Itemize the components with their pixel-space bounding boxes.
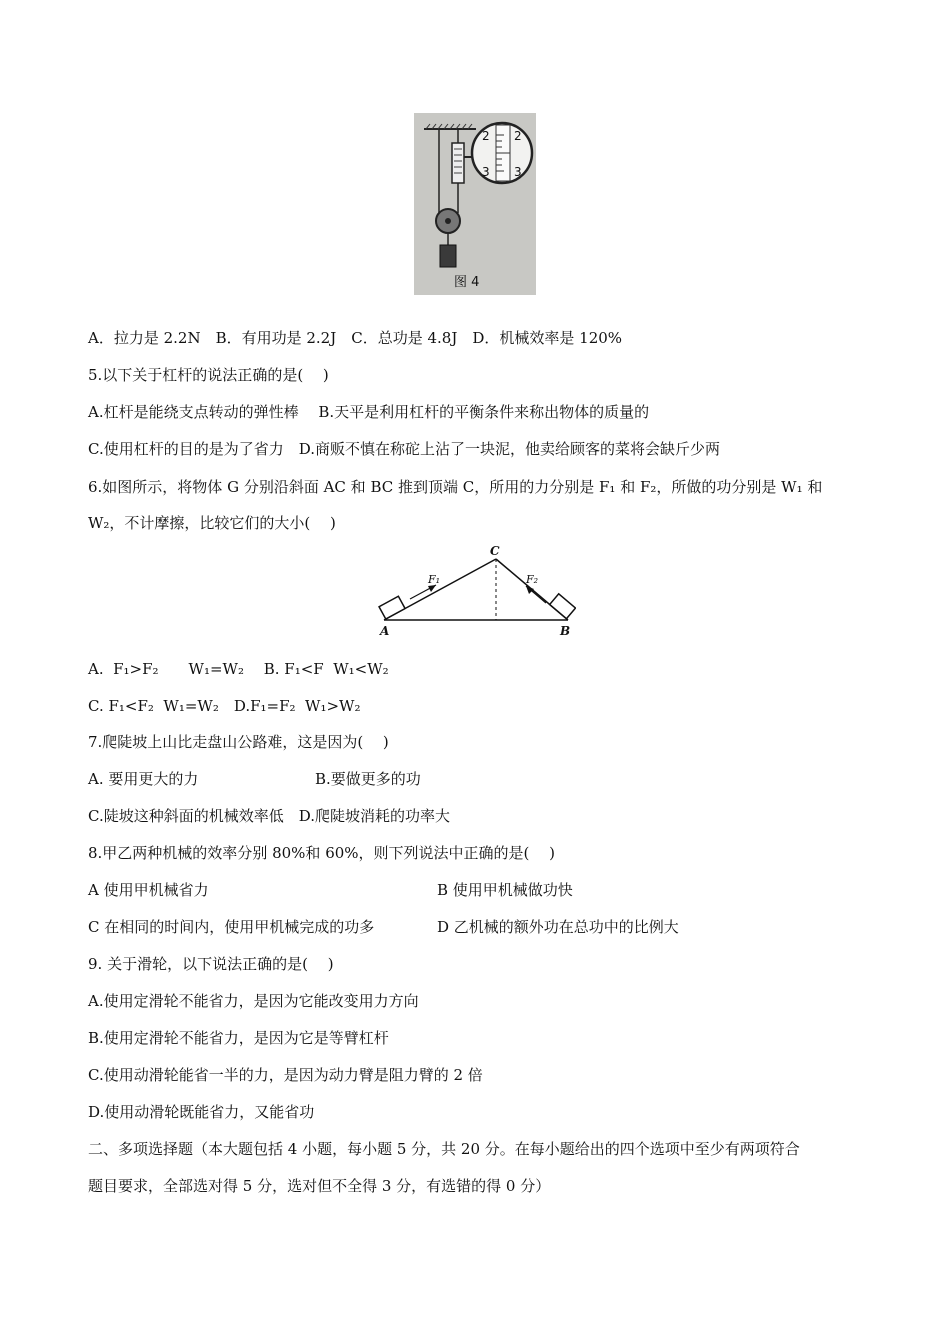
incline-diagram xyxy=(376,543,576,643)
svg-text:3: 3 xyxy=(514,165,522,179)
svg-text:F₂: F₂ xyxy=(526,573,539,586)
q6-stem-line1: 6.如图所示，将物体 G 分别沿斜面 AC 和 BC 推到顶端 C，所用的力分别是 F₁ 和 F₂，所做的功分别是 W₁ 和 xyxy=(88,478,823,496)
q8-option-d: D 乙机械的额外功在总功中的比例大 xyxy=(437,918,679,936)
q7-option-b: B.要做更多的功 xyxy=(315,770,421,788)
svg-text:2: 2 xyxy=(482,129,490,143)
pulley-illustration xyxy=(414,113,536,295)
svg-text:2: 2 xyxy=(514,129,522,143)
q9-option-a: A.使用定滑轮不能省力，是因为它能改变用力方向 xyxy=(88,992,419,1010)
q7-stem: 7.爬陡坡上山比走盘山公路难，这是因为( ) xyxy=(88,733,389,751)
q6-options-ab: A. F₁>F₂ W₁=W₂ B. F₁<F W₁<W₂ xyxy=(88,660,389,678)
figure-4-caption: 图 4 xyxy=(454,275,480,290)
q8-option-b: B 使用甲机械做功快 xyxy=(437,881,573,899)
q6-stem-line2: W₂，不计摩擦，比较它们的大小( ) xyxy=(88,514,336,532)
q5-stem: 5.以下关于杠杆的说法正确的是( ) xyxy=(88,366,329,384)
q8-option-c: C 在相同的时间内，使用甲机械完成的功多 xyxy=(88,918,375,936)
figure-4-pulley-photo xyxy=(414,113,536,295)
svg-text:3: 3 xyxy=(482,165,490,179)
q9-option-c: C.使用动滑轮能省一半的力，是因为动力臂是阻力臂的 2 倍 xyxy=(88,1066,483,1084)
section-2-heading-line2: 题目要求，全部选对得 5 分，选对但不全得 3 分，有选错的得 0 分） xyxy=(88,1177,551,1195)
q8-option-a: A 使用甲机械省力 xyxy=(88,881,209,899)
svg-text:A: A xyxy=(380,624,390,638)
svg-text:B: B xyxy=(560,624,571,638)
svg-text:C: C xyxy=(490,544,500,558)
figure-6-inclines xyxy=(376,543,576,643)
q9-option-b: B.使用定滑轮不能省力，是因为它是等臂杠杆 xyxy=(88,1029,389,1047)
q8-stem: 8.甲乙两种机械的效率分别 80%和 60%，则下列说法中正确的是( ) xyxy=(88,844,556,862)
q6-options-cd: C. F₁<F₂ W₁=W₂ D.F₁=F₂ W₁>W₂ xyxy=(88,697,361,715)
q7-option-a: A. 要用更大的力 xyxy=(88,770,199,788)
section-2-heading-line1: 二、多项选择题（本大题包括 4 小题，每小题 5 分，共 20 分。在每小题给出的四个选项中至少有两项符合 xyxy=(88,1140,800,1158)
q5-options-ab: A.杠杆是能绕支点转动的弹性棒 B.天平是利用杠杆的平衡条件来称出物体的质量的 xyxy=(88,403,650,421)
q7-options-cd: C.陡坡这种斜面的机械效率低 D.爬陡坡消耗的功率大 xyxy=(88,807,450,825)
q4-options: A．拉力是 2.2N B．有用功是 2.2J C．总功是 4.8J D．机械效率是 120% xyxy=(88,329,623,347)
q9-stem: 9. 关于滑轮，以下说法正确的是( ) xyxy=(88,955,334,973)
q9-option-d: D.使用动滑轮既能省力，又能省功 xyxy=(88,1103,315,1121)
svg-text:F₁: F₁ xyxy=(428,573,441,586)
q5-options-cd: C.使用杠杆的目的是为了省力 D.商贩不慎在称砣上沾了一块泥，他卖给顾客的菜将会缺斤少两 xyxy=(88,440,720,458)
